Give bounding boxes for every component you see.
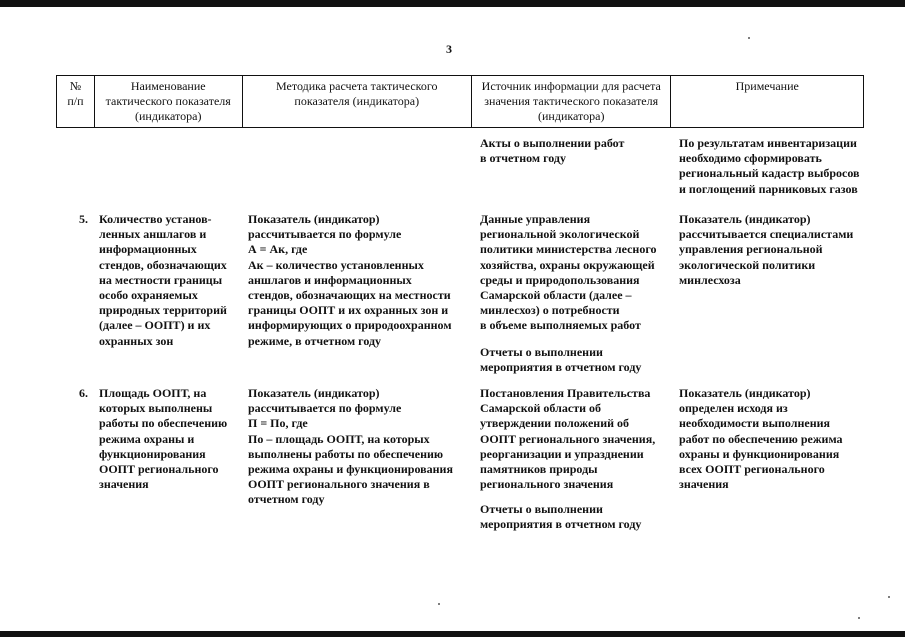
scan-border-top	[0, 0, 905, 7]
header-note: Примечание	[735, 79, 799, 93]
row-5-source-data: Данные управления региональной экологической политики министерства лесного хозяйства, охраны окружающей среды и природопользования Самарской области (далее – минлесхоз) о потребности в объеме выполняемых работ	[480, 212, 657, 333]
table-header	[56, 75, 864, 128]
continuation-source: Акты о выполнении работ в отчетном году	[480, 136, 625, 166]
row-5-calculation-method: Показатель (индикатор) рассчитывается по формуле А = Ак, где Ак – количество установленных аншлагов и информационных стендов, обозначающих на местности границы ООПТ и их охранных зон и информирующих о природоохранном режиме, в отчетном году	[248, 212, 452, 348]
row-5-note: Показатель (индикатор) рассчитывается специалистами управления региональной экологической политики минлесхоза	[679, 212, 854, 287]
scan-speck	[858, 617, 860, 619]
row-6-source-regulations: Постановления Правительства Самарской области об утверждении положений об ООПТ регионального значения, реорганизации и упразднении памятников природы регионального значения	[480, 386, 656, 492]
row-6-source-reports: Отчеты о выполнении мероприятия в отчетном году	[480, 502, 642, 532]
row-6-note: Показатель (индикатор) определен исходя из необходимости выполнения работ по обеспечению режима охраны и функционирования всех ООПТ регионального значения	[679, 386, 843, 492]
scan-border-bottom	[0, 631, 905, 637]
header-calculation-method: Методика расчета тактического показателя (индикатора)	[243, 76, 472, 127]
row-5-number: 5.	[79, 212, 88, 226]
row-5-source-reports: Отчеты о выполнении мероприятия в отчетном году	[480, 345, 642, 375]
page-number: 3	[446, 42, 452, 56]
header-number: № п/п	[57, 76, 95, 127]
continuation-note: По результатам инвентаризации необходимо сформировать региональный кадастр выбросов и поглощений парниковых газов	[679, 136, 860, 196]
scan-speck	[888, 596, 890, 598]
row-6-number: 6.	[79, 386, 88, 400]
scan-speck	[438, 603, 440, 605]
row-5-indicator-name: Количество установ- ленных аншлагов и информационных стендов, обозначающих на местности границы особо охраняемых природных территорий (далее – ООПТ) и их охранных зон	[99, 212, 227, 348]
header-indicator-name: Наименование тактического показателя (индикатора)	[95, 76, 243, 127]
scan-speck	[748, 37, 750, 39]
row-6-indicator-name: Площадь ООПТ, на которых выполнены работы по обеспечению режима охраны и функционирования ООПТ регионального значения	[99, 386, 228, 492]
header-information-source: Источник информации для расчета значения тактического показателя (индикатора)	[472, 76, 672, 127]
row-6-calculation-method: Показатель (индикатор) рассчитывается по формуле П = По, где По – площадь ООПТ, на которых выполнены работы по обеспечению режима охраны и функционирования ООПТ регионального значения в отчетном году	[248, 386, 453, 507]
